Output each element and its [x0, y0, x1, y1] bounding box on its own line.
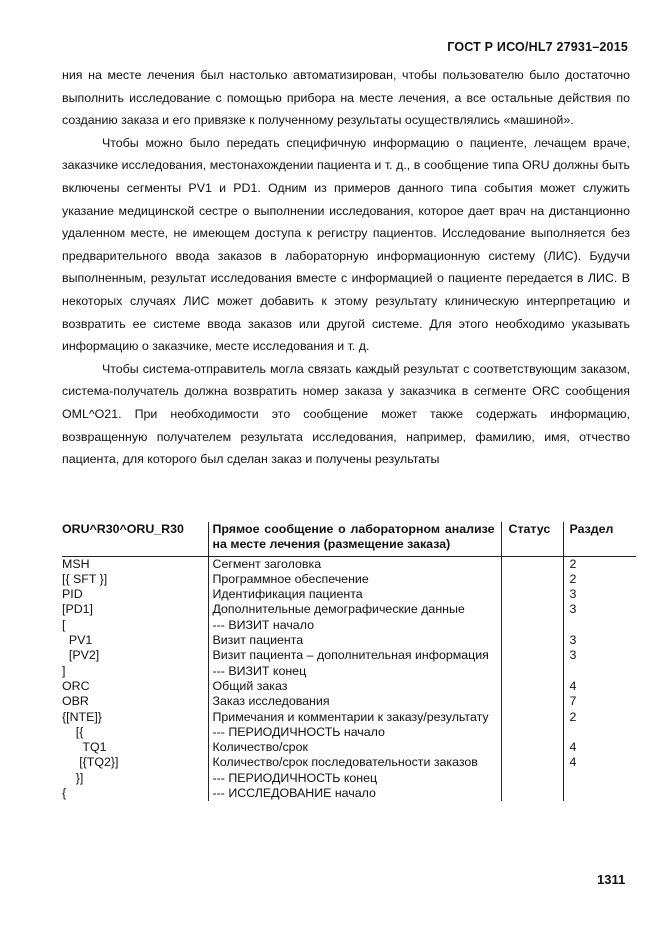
- description-cell: Идентификация пациента: [208, 587, 501, 602]
- section-cell: [563, 786, 636, 801]
- section-cell: 4: [563, 755, 636, 770]
- segment-cell: PV1: [62, 633, 93, 648]
- description-cell: Общий заказ: [208, 679, 501, 694]
- section-cell: 3: [563, 587, 636, 602]
- description-cell: Количество/срок: [208, 740, 501, 755]
- table-row: [62, 694, 636, 709]
- table-row: [62, 633, 636, 648]
- segment-cell: {: [62, 786, 67, 801]
- status-cell: [501, 694, 563, 709]
- segment-cell: [: [62, 617, 66, 632]
- section-cell: 2: [563, 556, 636, 572]
- body-text: [62, 64, 630, 471]
- column-header-description: Прямое сообщение о лабораторном анализе на месте лечения (размещение заказа): [208, 522, 501, 556]
- description-cell: --- ПЕРИОДИЧНОСТЬ конец: [208, 771, 501, 786]
- document-header: ГОСТ Р ИСО/HL7 27931–2015: [447, 40, 628, 54]
- status-cell: [501, 648, 563, 663]
- table-row: [62, 648, 636, 663]
- description-cell: Заказ исследования: [208, 694, 501, 709]
- section-cell: [563, 725, 636, 740]
- status-cell: [501, 587, 563, 602]
- section-cell: 2: [563, 572, 636, 587]
- description-cell: Визит пациента – дополнительная информация: [208, 648, 501, 663]
- column-header-section: Раздел: [563, 522, 636, 556]
- status-cell: [501, 618, 563, 633]
- status-cell: [501, 679, 563, 694]
- status-cell: [501, 664, 563, 679]
- column-header-segment: ORU^R30^ORU_R30: [62, 522, 208, 556]
- page-number: 1311: [597, 872, 626, 887]
- status-cell: [501, 633, 563, 648]
- description-cell: Программное обеспечение: [208, 572, 501, 587]
- status-cell: [501, 602, 563, 617]
- section-cell: [563, 664, 636, 679]
- description-cell: --- ИССЛЕДОВАНИЕ начало: [208, 786, 501, 801]
- table-row: [62, 710, 636, 725]
- section-cell: 3: [563, 633, 636, 648]
- table-row: [62, 618, 636, 633]
- segment-cell: ]: [62, 663, 66, 678]
- status-cell: [501, 725, 563, 740]
- description-cell: --- ВИЗИТ конец: [208, 664, 501, 679]
- segment-cell: [{ SFT }]: [62, 571, 108, 586]
- paragraph: ния на месте лечения был настолько автоматизирован, чтобы пользователю было достаточно выполнить исследование с помощью прибора на месте лечения, а все остальные действия по созданию заказа и его привязке к полученному результаты осуществлялись «машиной».: [62, 68, 630, 128]
- segment-cell: }]: [62, 770, 84, 785]
- description-cell: Количество/срок последовательности заказов: [208, 755, 501, 770]
- status-cell: [501, 755, 563, 770]
- segment-cell: [{: [62, 724, 84, 739]
- section-cell: [563, 771, 636, 786]
- message-structure-table: [62, 522, 636, 801]
- description-cell: Примечания и комментарии к заказу/результату: [208, 710, 501, 725]
- table-row: [62, 572, 636, 587]
- segment-cell: [PD1]: [62, 602, 93, 617]
- table-row: [62, 679, 636, 694]
- segment-cell: [{TQ2}]: [62, 755, 119, 770]
- segment-cell: TQ1: [62, 740, 107, 755]
- status-cell: [501, 740, 563, 755]
- table-row: [62, 664, 636, 679]
- table-row: [62, 771, 636, 786]
- description-cell: Сегмент заголовка: [208, 556, 501, 572]
- description-cell: Дополнительные демографические данные: [208, 602, 501, 617]
- table-row: [62, 602, 636, 617]
- status-cell: [501, 771, 563, 786]
- table-row: [62, 725, 636, 740]
- section-cell: 3: [563, 648, 636, 663]
- table-row: [62, 786, 636, 801]
- status-cell: [501, 786, 563, 801]
- description-cell: --- ВИЗИТ начало: [208, 618, 501, 633]
- status-cell: [501, 572, 563, 587]
- table-row: [62, 556, 636, 572]
- segment-cell: [PV2]: [62, 648, 100, 663]
- table-row: [62, 755, 636, 770]
- segment-cell: OBR: [62, 694, 89, 709]
- section-cell: 4: [563, 740, 636, 755]
- section-cell: 3: [563, 602, 636, 617]
- section-cell: 7: [563, 694, 636, 709]
- status-cell: [501, 556, 563, 572]
- segment-cell: MSH: [62, 556, 90, 571]
- description-cell: --- ПЕРИОДИЧНОСТЬ начало: [208, 725, 501, 740]
- table-row: [62, 587, 636, 602]
- status-cell: [501, 710, 563, 725]
- table-header-row: [62, 522, 636, 556]
- description-cell: Визит пациента: [208, 633, 501, 648]
- paragraph: Чтобы можно было передать специфичную информацию о пациенте, лечащем враче, заказчике исследования, местонахождении пациента и т. д., в сообщение типа ORU должны быть включены сегменты PV1 и PD1. Одним из примеров данного типа события может служить указание медицинской сестре о выполнении исследования, которое дает врач на дистанционно удаленном месте, не имеющем доступа к регистру пациентов. Исследование выполняется без предварительного ввода заказов в лабораторную информационную систему (ЛИС). Будучи выполненным, результат исследования вместе с информацией о пациенте передается в ЛИС. В некоторых случаях ЛИС может добавить к этому результату клиническую интерпретацию и возвратить ее системе ввода заказов или другой системе. Для этого необходимо указывать информацию о заказчике, месте исследования и т. д.: [62, 135, 630, 354]
- section-cell: [563, 618, 636, 633]
- section-cell: 2: [563, 710, 636, 725]
- column-header-status: Статус: [501, 522, 563, 556]
- paragraph: Чтобы система-отправитель могла связать каждый результат с соответствующим заказом, система-получатель должна возвратить номер заказа у заказчика в сегменте ORC сообщения OML^O21. При необходимости это сообщение может также содержать информацию, возвращенную получателем результата исследования, например, фамилию, имя, отчество пациента, для которого был сделан заказ и получены результаты: [62, 361, 630, 467]
- segment-cell: PID: [62, 587, 83, 602]
- segment-cell: ORC: [62, 678, 90, 693]
- table-row: [62, 740, 636, 755]
- section-cell: 4: [563, 679, 636, 694]
- segment-cell: {[NTE]}: [62, 709, 102, 724]
